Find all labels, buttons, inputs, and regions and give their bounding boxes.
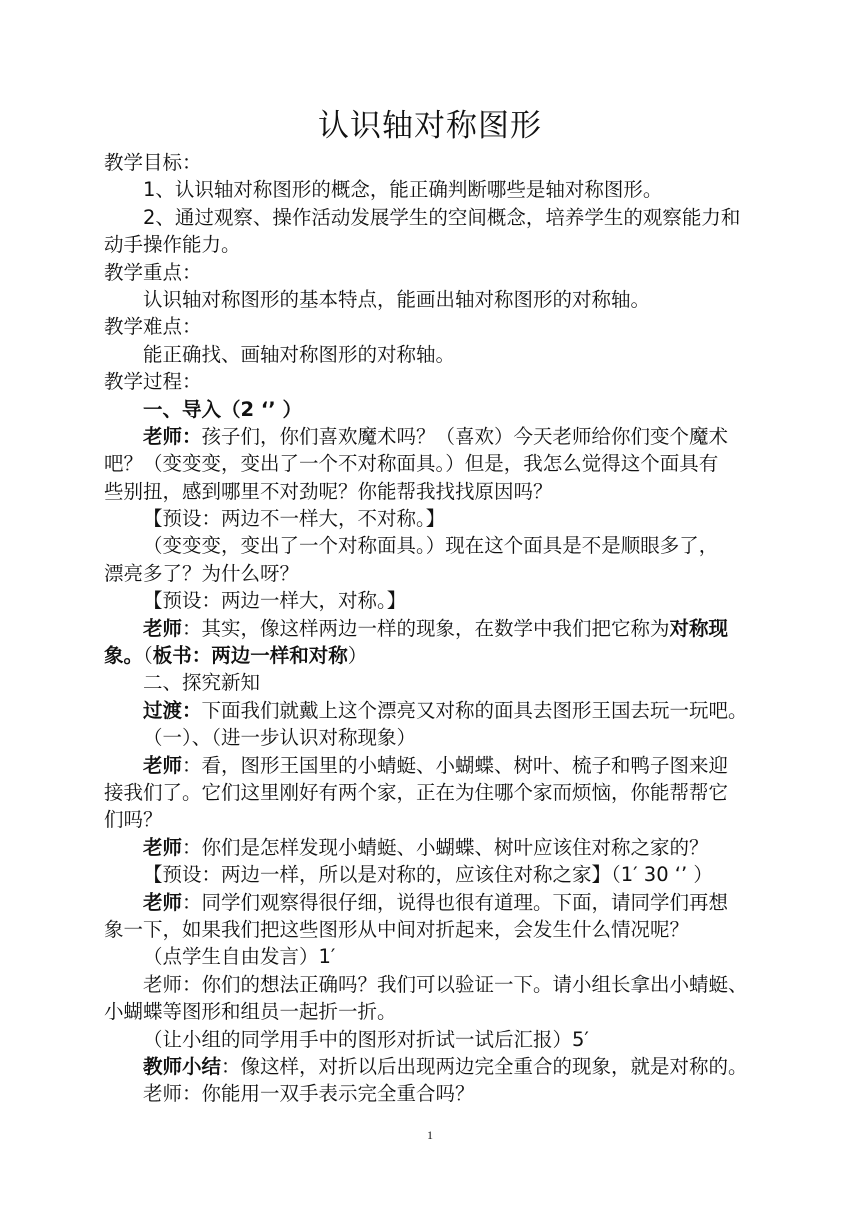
paragraph-2-line-1: （变变变，变出了一个对称面具。）现在这个面具是不是顺眼多了， (143, 534, 719, 558)
speaker-label: 老师 (143, 616, 183, 640)
paragraph-5 (104, 834, 764, 861)
explore-heading: 二、探究新知 (143, 671, 261, 695)
document-body (104, 149, 764, 1108)
difficulty-heading: 教学难点： (104, 315, 202, 339)
paragraph-3-line-1 (104, 615, 764, 642)
summary-label: 教师小结 (143, 1054, 222, 1078)
paragraph-text: 孩子们，你们喜欢魔术吗？（喜欢）今天老师给你们变个魔术 (201, 424, 729, 448)
paragraph-text: 下面我们就戴上这个漂亮又对称的面具去图形王国去玩一玩吧。 (201, 698, 748, 722)
document-title: 认识轴对称图形 (318, 108, 542, 144)
paragraph-9: （让小组的同学用手中的图形对折试一试后汇报）5′ (143, 1027, 589, 1051)
paragraph-text: ） (347, 644, 368, 668)
page-number: 1 (427, 1128, 433, 1142)
paragraph-1-line-3: 些别扭，感到哪里不对劲呢？你能帮我找找原因吗？ (104, 479, 553, 503)
difficulty-text: 能正确找、画轴对称图形的对称轴。 (143, 342, 456, 366)
speaker-label: 老师： (143, 424, 202, 448)
paragraph-2-line-2: 漂亮多了？为什么呀？ (104, 561, 300, 585)
transition-label: 过渡： (143, 698, 202, 722)
paragraph-6-line-2: 象一下，如果我们把这些图形从中间对折起来，会发生什么情况呢？ (104, 917, 690, 941)
paragraph-1-line-2: 吧？（变变变，变出了一个不对称面具。）但是，我怎么觉得这个面具有 (104, 452, 719, 476)
paragraph-4-line-1 (104, 752, 764, 779)
subsection-1-heading: （一）、（进一步认识对称现象） (143, 726, 417, 750)
paragraph-8-line-2: 小蝴蝶等图形和组员一起折一折。 (104, 1000, 397, 1024)
goal-item-2-line-1: 2、通过观察、操作活动发展学生的空间概念，培养学生的观察能力和 (143, 205, 741, 229)
paragraph-10 (104, 1053, 764, 1080)
bold-term: 对称现 (669, 616, 729, 640)
process-heading: 教学过程： (104, 370, 202, 394)
preset-3: 【预设：两边一样，所以是对称的，应该住对称之家】（1′ 30 ‘’ ） (143, 863, 713, 887)
paragraph-6-line-1 (104, 889, 764, 916)
speaker-label: 老师 (143, 890, 183, 914)
board-note: 板书：两边一样和对称 (152, 644, 348, 668)
paragraph-text: （ (143, 644, 153, 668)
bold-term: 象。 (104, 644, 144, 668)
paragraph-4-line-2: 接我们了。它们这里刚好有两个家，正在为住哪个家而烦恼，你能帮帮它 (104, 780, 729, 804)
key-points-heading: 教学重点： (104, 260, 202, 284)
paragraph-3-line-2 (104, 642, 764, 669)
goals-heading: 教学目标： (104, 151, 202, 174)
paragraph-7: （点学生自由发言）1′ (143, 945, 336, 969)
paragraph-text: ：像这样，对折以后出现两边完全重合的现象，就是对称的。 (221, 1054, 748, 1078)
key-points-text: 认识轴对称图形的基本特点，能画出轴对称图形的对称轴。 (143, 287, 651, 311)
speaker-label: 老师 (143, 835, 183, 859)
paragraph-1-line-1 (104, 423, 764, 450)
preset-1: 【预设：两边不一样大，不对称。】 (143, 507, 446, 531)
intro-heading: 一、导入（2 ‘’ ） (143, 397, 302, 421)
transition-paragraph (104, 697, 764, 724)
preset-2: 【预设：两边一样大，对称。】 (143, 589, 407, 613)
paragraph-4-line-3: 们吗？ (104, 808, 163, 832)
goal-item-1: 1、认识轴对称图形的概念，能正确判断哪些是轴对称图形。 (143, 178, 663, 202)
paragraph-text: ：同学们观察得很仔细，说得也很有道理。下面，请同学们再想 (182, 890, 729, 914)
paragraph-text: ：看，图形王国里的小蜻蜓、小蝴蝶、树叶、梳子和鸭子图来迎 (182, 753, 729, 777)
speaker-label: 老师 (143, 753, 183, 777)
paragraph-8-line-1: 老师：你们的想法正确吗？我们可以验证一下。请小组长拿出小蜻蜓、 (143, 972, 748, 996)
paragraph-text: ：你们是怎样发现小蜻蜓、小蝴蝶、树叶应该住对称之家的？ (182, 835, 709, 859)
goal-item-2-line-2: 动手操作能力。 (104, 233, 241, 257)
paragraph-11: 老师：你能用一双手表示完全重合吗？ (143, 1082, 475, 1106)
paragraph-text: ：其实，像这样两边一样的现象，在数学中我们把它称为 (182, 616, 670, 640)
